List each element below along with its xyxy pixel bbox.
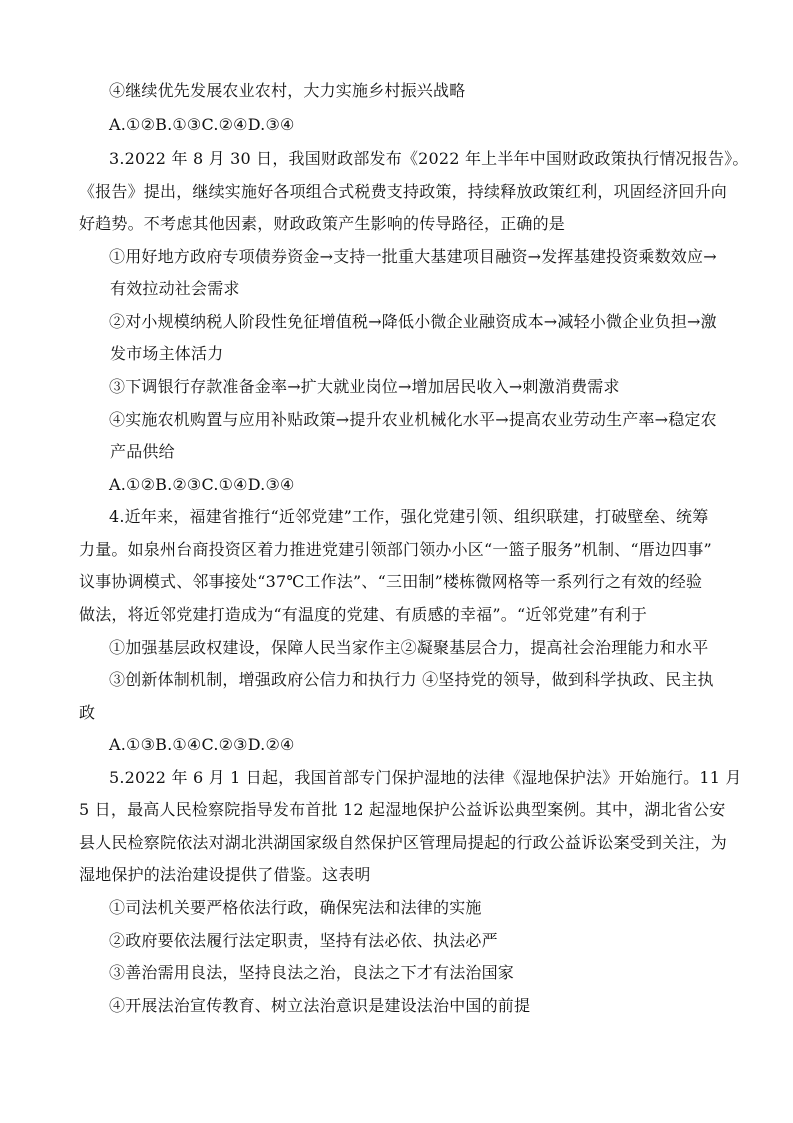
option-line: ④实施农机购置与应用补贴政策→提升农业机械化水平→提高农业劳动生产率→稳定农 [109,410,717,429]
option-line: ①加强基层政权建设，保障人民当家作主②凝聚基层合力，提高社会治理能力和水平 [109,638,709,657]
question-4-text: 4.近年来，福建省推行“近邻党建”工作，强化党建引领、组织联建，打破壁垒、统筹 [109,507,709,526]
option-line: 发市场主体活力 [110,344,224,363]
option-line: ③善治需用良法，坚持良法之治，良法之下才有法治国家 [109,963,515,982]
question-5-text: 县人民检察院依法对湖北洪湖国家级自然保护区管理局提起的行政公益诉讼案受到关注，为 [79,833,728,852]
option-line: ①司法机关要严格依法行政，确保宪法和法律的实施 [109,898,482,917]
answer-choices: A.①③B.①④C.②③D.②④ [109,735,295,754]
option-line: 有效拉动社会需求 [110,279,240,298]
option-line: ②政府要依法履行法定职责，坚持有法必依、执法必严 [109,931,498,950]
option-line: ④继续优先发展农业农村，大力实施乡村振兴战略 [109,81,466,100]
question-3-text: 好趋势。不考虑其他因素，财政政策产生影响的传导路径，正确的是 [79,214,566,233]
answer-choices: A.①②B.②③C.①④D.③④ [109,475,295,494]
option-line: 政 [79,703,96,722]
option-line: ③创新体制机制，增强政府公信力和执行力 ④坚持党的领导，做到科学执政、民主执 [109,670,714,689]
question-4-text: 力量。如泉州台商投资区着力推进党建引领部门领办小区“一篮子服务”机制、“厝边四事” [79,540,712,559]
option-line: 产品供给 [110,442,175,461]
question-4-text: 做法，将近邻党建打造成为“有温度的党建、有质感的幸福”。“近邻党建”有利于 [79,605,648,624]
question-5-text: 5 日，最高人民检察院指导发布首批 12 起湿地保护公益诉讼典型案例。其中，湖北省公安 [79,800,726,819]
option-line: ③下调银行存款准备金率→扩大就业岗位→增加居民收入→刺激消费需求 [109,377,620,396]
option-line: ②对小规模纳税人阶段性免征增值税→降低小微企业融资成本→减轻小微企业负担→激 [109,312,717,331]
question-5-text: 湿地保护的法治建设提供了借鉴。这表明 [79,865,371,884]
answer-choices: A.①②B.①③C.②④D.③④ [109,115,295,134]
question-3-text: 3.2022 年 8 月 30 日，我国财政部发布《2022 年上半年中国财政政策执行情况报告》。 [109,149,749,168]
question-3-text: 《报告》提出，继续实施好各项组合式税费支持政策，持续释放政策红利，巩固经济回升向 [79,182,728,201]
option-line: ①用好地方政府专项债券资金→支持一批重大基建项目融资→发挥基建投资乘数效应→ [109,247,717,266]
question-5-text: 5.2022 年 6 月 1 日起，我国首部专门保护湿地的法律《湿地保护法》开始施行。11 月 [109,768,742,787]
question-4-text: 议事协调模式、邻事接处“37℃工作法”、“三田制”楼栋微网格等一系列行之有效的经验 [79,572,703,591]
option-line: ④开展法治宣传教育、树立法治意识是建设法治中国的前提 [109,996,531,1015]
